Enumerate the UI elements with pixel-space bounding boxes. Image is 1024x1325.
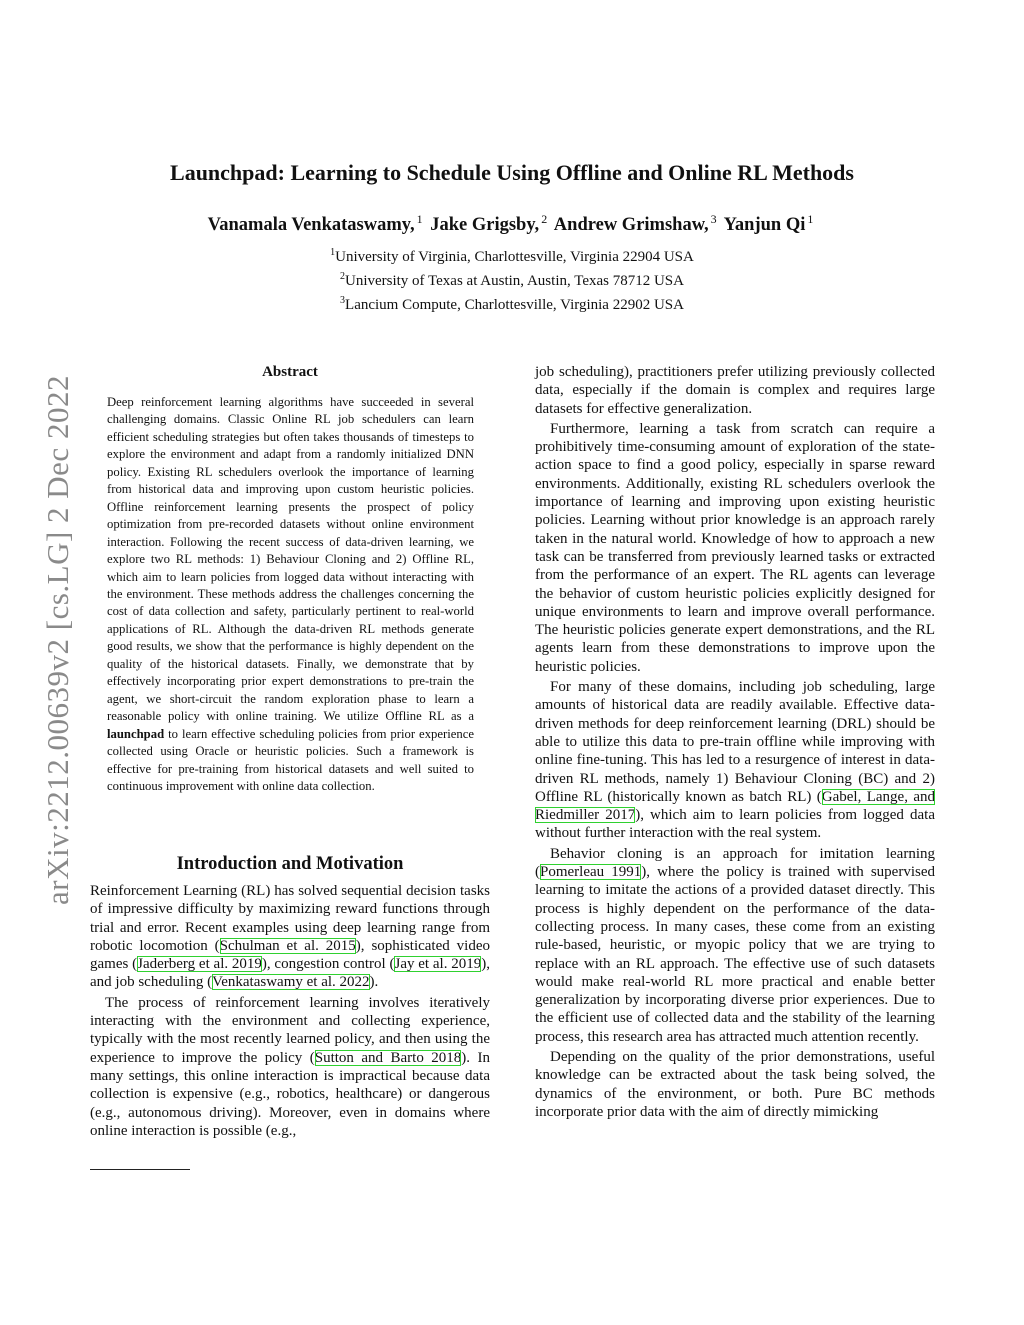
text-run: For many of these domains, including job scheduling, large amounts of historical data are readily available. Effective data-driven methods for deep reinforcement learning (DRL) should be able to utilize this data to pre-train offline while improving with online fine-tuning. This has led to a resurgence of interest in data-driven RL methods, namely 1) Behaviour Cloning (BC) and 2) Offline RL (historically known as batch RL) ( (535, 679, 935, 805)
author-name: Yanjun Qi (723, 215, 806, 235)
affil-mark: 1 (330, 247, 336, 258)
right-column-text (535, 363, 935, 1121)
affiliation (0, 243, 1024, 267)
citation-link[interactable]: Gabel, Lange, and Riedmiller 2017 (535, 788, 935, 824)
abstract-text: Deep reinforcement learning algorithms have succeeded in several challenging domains. Classic Online RL job schedulers can learn efficient scheduling strategies but often takes thousands of timesteps to explore the environment and adapt from a randomly initialized DNN policy. Existing RL schedulers overlook the importance of learning from historical data and improving upon custom heuristic policies. Offline reinforcement learning presents the prospect of policy optimization from pre-recorded datasets without online environment interaction. Following the recent success of data-driven learning, we explore two RL methods: 1) Behaviour Cloning and 2) Offline RL, which aim to learn policies from logged data without interacting with the environment. These methods address the challenges concerning the cost of data collection and safety, particularly pertinent to real-world applications of RL. Although the data-driven RL methods generate good results, we show that the performance is highly dependent on the quality of the historical datasets. Finally, we demonstrate that by effectively incorporating prior expert demonstrations to pre-train the agent, we short-circuit the random exploration phase to learn a reasonable policy with online training. We utilize Offline RL as a (107, 395, 474, 724)
citation-link[interactable]: Sutton and Barto 2018 (314, 1049, 462, 1066)
affiliation-list (0, 243, 1024, 315)
citation-link[interactable]: Pomerleau 1991 (540, 864, 642, 881)
affiliation (0, 291, 1024, 315)
left-column-text (90, 882, 490, 1140)
affil-text: University of Virginia, Charlottesville, Virginia 22904 USA (335, 249, 694, 265)
citation-link[interactable]: Schulman et al. 2015 (219, 937, 356, 954)
affil-text: University of Texas at Austin, Austin, Texas 78712 USA (344, 273, 684, 289)
paragraph (90, 994, 490, 1140)
text-run: ). In many settings, this online interaction is impractical because data collection is expensive (e.g., robotics, healthcare) or dangerous (e.g., autonomous driving). Moreover, even in domains where online interaction is possible (e.g., (90, 1049, 490, 1139)
author-list (0, 212, 1024, 236)
paragraph: job scheduling), practitioners prefer utilizing previously collected data, especially if the domain is complex and requires large datasets for effective generalization. (535, 364, 935, 417)
paper-title: Launchpad: Learning to Schedule Using Offline and Online RL Methods (170, 160, 854, 185)
text-run: ), and job scheduling ( (90, 956, 490, 991)
author-affil-mark: 1 (807, 212, 814, 226)
abstract-bold-term: launchpad (107, 726, 165, 741)
author-name: Vanamala Venkataswamy, (207, 215, 415, 235)
paragraph: Depending on the quality of the prior demonstrations, useful knowledge can be extracted about the task being solved, the dynamics of the environment, or both. Pure BC methods incorporate prior data with the aim of directly mimicking (535, 1048, 935, 1120)
citation-link[interactable]: Jay et al. 2019 (394, 956, 482, 973)
author-affil-mark: 1 (416, 212, 423, 226)
abstract-body (107, 394, 474, 795)
affil-mark: 2 (339, 271, 345, 282)
text-run: ), sophisticated video games ( (90, 937, 490, 973)
affil-text: Lancium Compute, Charlottesville, Virginia 22902 USA (345, 297, 684, 313)
affiliation (0, 267, 1024, 291)
abstract-text: to learn effective scheduling policies from prior experience collected using Oracle or heuristic policies. Such a framework is effective for pre-training from historical datasets and well suited to continuous improvement with online data collection. (107, 726, 474, 793)
author-name: Jake Grigsby, (430, 215, 540, 235)
affil-mark: 3 (340, 295, 346, 306)
paragraph (90, 882, 490, 992)
author-name: Andrew Grimshaw, (553, 215, 709, 235)
abstract-heading: Abstract (262, 364, 318, 380)
author-affil-mark: 2 (541, 212, 548, 226)
citation-link[interactable]: Venkataswamy et al. 2022 (212, 974, 370, 991)
citation-link[interactable]: Jaderberg et al. 2019 (137, 956, 262, 973)
text-run: Behavior cloning is an approach for imitation learning ( (535, 845, 935, 881)
text-run: Reinforcement Learning (RL) has solved sequential decision tasks of impressive difficulty by maximizing reward functions through trial and error. Recent examples using deep learning range from robotic locomotion ( (90, 883, 490, 954)
section-heading-introduction: Introduction and Motivation (176, 854, 404, 874)
text-run: ). (369, 974, 379, 991)
author-affil-mark: 3 (710, 212, 717, 226)
text-run: ), where the policy is trained with supervised learning to imitate the actions of a provided dataset directly. This process is highly dependent on the performance of the data-collecting process. In many cases, these come from an existing rule-based, heuristic, or myopic policy that we are trying to replace with an RL approach. The effective use of such datasets would make real-world RL more practical and enable better generalization by incorporating diverse prior experiences. Due to the efficient use of collected data and the stability of the learning process, this research area has attracted much attention recently. (535, 864, 935, 1045)
footnote-rule (90, 1169, 190, 1170)
text-run: The process of reinforcement learning involves iteratively interacting with the environment and collecting experience, typically with the most recently learned policy, and then using the experience to improve the policy ( (90, 994, 490, 1066)
text-run: ), congestion control ( (261, 956, 395, 973)
arxiv-stamp: arXiv:2212.00639v2 [cs.LG] 2 Dec 2022 (40, 375, 75, 905)
paragraph (535, 845, 935, 1046)
paragraph: Furthermore, learning a task from scratch can require a prohibitively time-consuming amount of exploration of the state-action space to find a good policy, especially in sparse reward environments. Additionally, existing RL schedulers overlook the importance of learning and improving upon existing heuristic policies. Learning without prior knowledge is an approach rarely taken in the natural world. Knowledge of how to approach a new task can be transferred from previously learned tasks or extracted from the performance of an expert. The RL agents can leverage the behavior of custom heuristic policies explicitly designed for unique environments to learn and improve overall performance. The heuristic policies generate expert demonstrations, and the RL agents learn from these demonstrations to improve upon the heuristic policies. (535, 420, 935, 675)
paragraph (535, 678, 935, 843)
text-run: ), which aim to learn policies from logged data without further interaction with the real system. (535, 807, 935, 842)
